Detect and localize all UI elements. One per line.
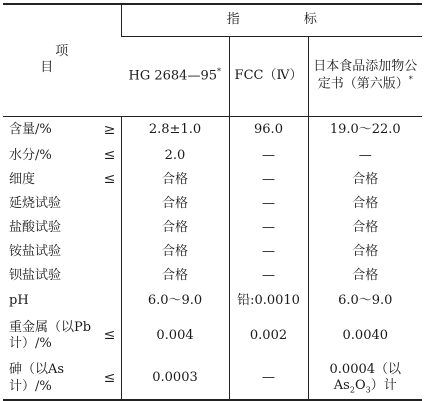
value-fcc: — — [229, 168, 308, 192]
value-fcc: 96.0 — [229, 116, 308, 144]
item-name: 延烧试验 — [9, 195, 62, 211]
value-japan: — — [308, 144, 422, 168]
spec-group-header — [121, 4, 422, 36]
value-hg: 合格 — [121, 216, 229, 240]
item-name: 盐酸试验 — [9, 219, 62, 235]
value-japan: 合格 — [308, 168, 422, 192]
spec-group-label: 指 标 — [226, 12, 347, 28]
table-row — [3, 240, 422, 264]
table-row — [3, 314, 422, 358]
item-name: 水分/% — [9, 147, 52, 163]
value-fcc: — — [229, 144, 308, 168]
table-row — [3, 144, 422, 168]
value-hg: 合格 — [121, 264, 229, 288]
table-row — [3, 168, 422, 192]
value-japan: 0.0004（以 $As_2O_3$）计 — [308, 358, 422, 400]
value-fcc: — — [229, 240, 308, 264]
value-hg: 6.0～9.0 — [121, 288, 229, 314]
value-hg: 2.0 — [121, 144, 229, 168]
value-fcc: — — [229, 216, 308, 240]
comparison-op: ≤ — [103, 171, 116, 188]
col-header-japan: 日本食品添加物公定书（第六版）* — [308, 36, 422, 116]
item-name: 重金属（以Pb计）/% — [9, 319, 92, 351]
comparison-op: ≤ — [103, 327, 116, 344]
item-header — [3, 4, 121, 116]
value-fcc: — — [229, 358, 308, 400]
value-japan: 合格 — [308, 216, 422, 240]
value-japan: 6.0～9.0 — [308, 288, 422, 314]
item-name: 砷（以As计）/% — [9, 362, 65, 394]
comparison-op: ≤ — [103, 147, 116, 164]
value-japan: 0.0040 — [308, 314, 422, 358]
value-hg: 0.004 — [121, 314, 229, 358]
item-header-label: 项 目 — [40, 44, 99, 76]
item-name: 钡盐试验 — [9, 267, 62, 283]
col-header-hg: HG 2684—95* — [121, 36, 229, 116]
value-japan: 19.0～22.0 — [308, 116, 422, 144]
table-row — [3, 192, 422, 216]
value-hg: 0.0003 — [121, 358, 229, 400]
value-fcc: — — [229, 192, 308, 216]
table-row — [3, 264, 422, 288]
table-row — [3, 288, 422, 314]
item-name: 铵盐试验 — [9, 243, 62, 259]
table-row — [3, 116, 422, 144]
value-hg: 2.8±1.0 — [121, 116, 229, 144]
col-header-fcc: FCC（Ⅳ） — [229, 36, 308, 116]
value-japan: 合格 — [308, 264, 422, 288]
table-row — [3, 358, 422, 400]
value-fcc: — — [229, 264, 308, 288]
spec-table — [3, 3, 422, 401]
table-row — [3, 216, 422, 240]
comparison-op: ≥ — [103, 121, 116, 138]
item-name: pH — [9, 292, 29, 308]
comparison-op: ≤ — [103, 369, 116, 386]
value-hg: 合格 — [121, 240, 229, 264]
value-japan: 合格 — [308, 192, 422, 216]
item-name: 含量/% — [9, 122, 52, 138]
value-hg: 合格 — [121, 192, 229, 216]
value-fcc: 铅:0.0010 — [229, 288, 308, 314]
value-japan: 合格 — [308, 240, 422, 264]
item-name: 细度 — [9, 171, 36, 187]
value-fcc: 0.002 — [229, 314, 308, 358]
value-hg: 合格 — [121, 168, 229, 192]
